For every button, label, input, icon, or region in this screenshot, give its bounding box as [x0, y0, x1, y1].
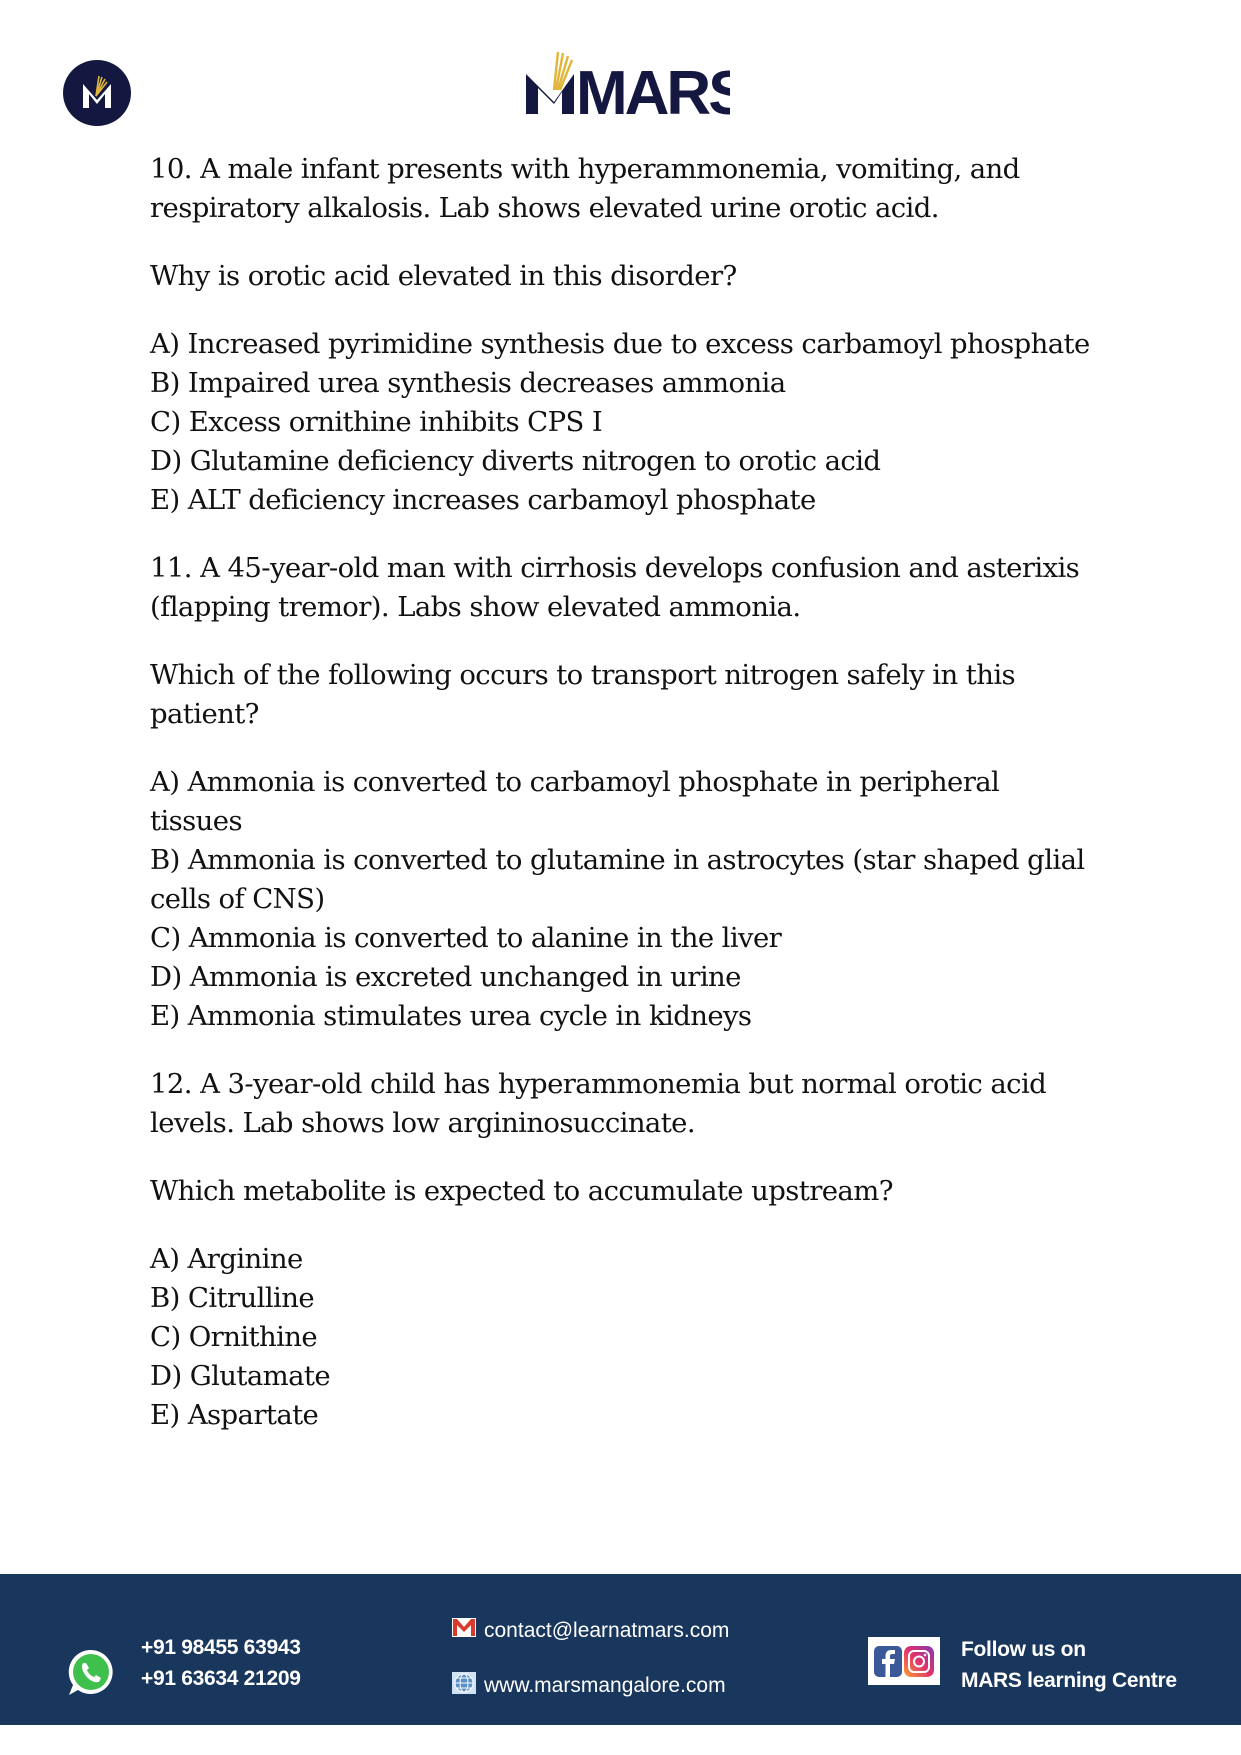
option-a: A) Ammonia is converted to carbamoyl phosphate in peripheral tissues [150, 766, 1000, 837]
option-e: E) ALT deficiency increases carbamoyl phosphate [150, 484, 816, 516]
question-prompt: Which of the following occurs to transport nitrogen safely in this patient? [150, 659, 1016, 730]
option-c: C) Ornithine [150, 1321, 318, 1353]
option-c: C) Ammonia is converted to alanine in the liver [150, 922, 782, 954]
wordmark-text: MARS [576, 59, 730, 124]
option-e: E) Aspartate [150, 1399, 319, 1431]
mars-wordmark-logo-icon [524, 44, 730, 124]
follow-line-1: Follow us on [961, 1638, 1086, 1661]
follow-us-text [961, 1634, 1177, 1696]
social-icons [868, 1637, 940, 1685]
contact-footer [0, 1574, 1241, 1725]
instagram-icon[interactable] [904, 1646, 934, 1677]
option-b: B) Citrulline [150, 1282, 314, 1314]
option-c: C) Excess ornithine inhibits CPS I [150, 406, 603, 438]
option-a: A) Increased pyrimidine synthesis due to excess carbamoyl phosphate [150, 328, 1090, 360]
question-11 [150, 549, 1090, 1036]
option-list [150, 763, 1090, 1036]
question-stem: 11. A 45-year-old man with cirrhosis develops confusion and asterixis (flapping tremor). Labs show elevated ammonia. [150, 552, 1080, 623]
question-stem: 12. A 3-year-old child has hyperammonemia but normal orotic acid levels. Lab shows low argininosuccinate. [150, 1068, 1047, 1139]
phone-number-2[interactable]: +91 63634 21209 [141, 1667, 301, 1690]
gmail-icon [452, 1618, 476, 1643]
phone-number-1[interactable]: +91 98455 63943 [141, 1636, 301, 1659]
question-prompt: Why is orotic acid elevated in this disorder? [150, 260, 737, 292]
website-link[interactable]: www.marsmangalore.com [484, 1674, 726, 1697]
email-link[interactable]: contact@learnatmars.com [484, 1618, 730, 1642]
question-list [150, 150, 1090, 1464]
option-list [150, 325, 1090, 520]
option-a: A) Arginine [150, 1243, 303, 1275]
phone-numbers [141, 1632, 301, 1694]
facebook-icon[interactable] [874, 1646, 902, 1677]
option-d: D) Glutamate [150, 1360, 331, 1392]
question-12 [150, 1065, 1090, 1435]
question-stem: 10. A male infant presents with hyperammonemia, vomiting, and respiratory alkalosis. Lab shows elevated urine orotic acid. [150, 153, 1020, 224]
option-d: D) Glutamine deficiency diverts nitrogen to orotic acid [150, 445, 881, 477]
question-prompt: Which metabolite is expected to accumulate upstream? [150, 1175, 893, 1207]
mars-badge-logo-icon [63, 60, 131, 126]
email-row [452, 1618, 729, 1643]
website-row [452, 1672, 726, 1700]
page-header [0, 0, 1241, 140]
option-d: D) Ammonia is excreted unchanged in urine [150, 961, 741, 993]
globe-icon [452, 1672, 476, 1700]
option-e: E) Ammonia stimulates urea cycle in kidneys [150, 1000, 752, 1032]
question-10 [150, 150, 1090, 520]
option-b: B) Ammonia is converted to glutamine in astrocytes (star shaped glial cells of CNS) [150, 844, 1085, 915]
whatsapp-icon[interactable] [64, 1646, 118, 1705]
option-b: B) Impaired urea synthesis decreases ammonia [150, 367, 786, 399]
follow-line-2[interactable]: MARS learning Centre [961, 1669, 1177, 1692]
option-list [150, 1240, 1090, 1435]
